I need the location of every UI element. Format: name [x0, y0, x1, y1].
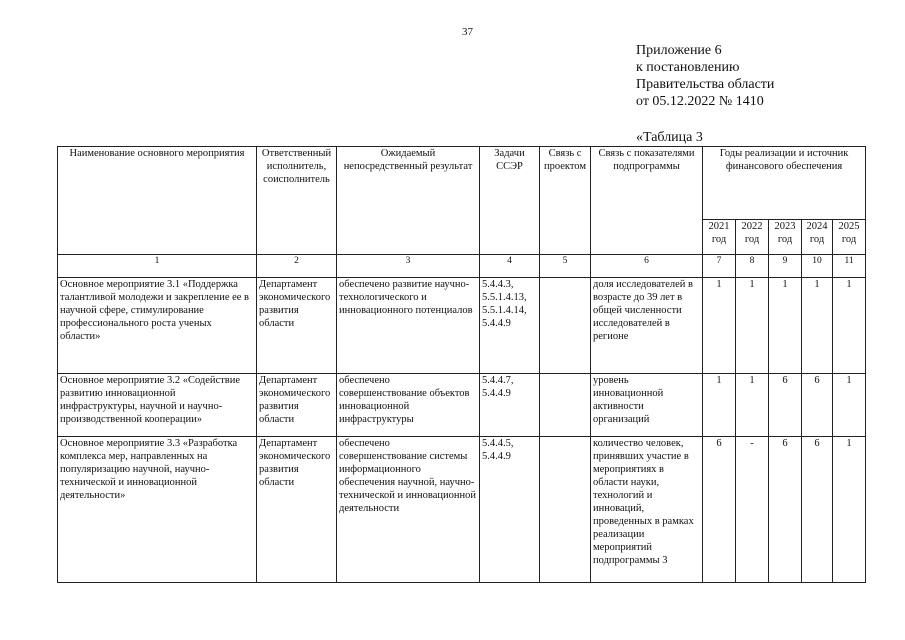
column-number-row: [58, 255, 866, 278]
column-number: 1: [58, 255, 257, 278]
activity-name: Основное мероприятие 3.2 «Содействие развитию инновационной инфраструктуры, научной и научно-производственной кооперации»: [58, 374, 257, 437]
header-expected-result: Ожидаемый непосредственный результат: [337, 147, 480, 255]
header-executor: Ответственный исполнитель, соисполнитель: [257, 147, 337, 255]
column-number: 7: [703, 255, 736, 278]
appendix-block: [636, 42, 774, 110]
year-value: 1: [703, 278, 736, 374]
header-year-2025: 2025 год: [833, 220, 866, 255]
sser-tasks: 5.4.4.3, 5.5.1.4.13, 5.5.1.4.14, 5.4.4.9: [480, 278, 540, 374]
sser-tasks: 5.4.4.7, 5.4.4.9: [480, 374, 540, 437]
year-value: 1: [736, 278, 769, 374]
column-number: 3: [337, 255, 480, 278]
year-value: 1: [833, 437, 866, 583]
activities-table: [57, 146, 866, 583]
header-year-2023: 2023 год: [769, 220, 802, 255]
executor: Департамент экономического развития области: [257, 278, 337, 374]
column-number: 6: [591, 255, 703, 278]
expected-result: обеспечено развитие научно-технологического и инновационного потенциалов: [337, 278, 480, 374]
column-number: 8: [736, 255, 769, 278]
year-value: 6: [802, 437, 833, 583]
column-number: 9: [769, 255, 802, 278]
activity-name: Основное мероприятие 3.3 «Разработка комплекса мер, направленных на популяризацию научной, научно-технической и инновационной деятельности»: [58, 437, 257, 583]
column-number: 4: [480, 255, 540, 278]
appendix-line-1: Приложение 6: [636, 43, 722, 58]
header-indicator-link: Связь с показателями подпрограммы: [591, 147, 703, 255]
project-link: [540, 437, 591, 583]
header-year-2024: 2024 год: [802, 220, 833, 255]
sser-tasks: 5.4.4.5, 5.4.4.9: [480, 437, 540, 583]
table-row: [58, 437, 866, 583]
year-value: 1: [833, 374, 866, 437]
header-years-group: Годы реализации и источник финансового обеспечения: [703, 147, 866, 220]
page-number: 37: [462, 26, 473, 38]
year-value: 6: [802, 374, 833, 437]
table-row: [58, 278, 866, 374]
year-value: 1: [802, 278, 833, 374]
project-link: [540, 278, 591, 374]
executor: Департамент экономического развития области: [257, 374, 337, 437]
table-title: «Таблица 3: [636, 130, 703, 145]
year-value: 1: [736, 374, 769, 437]
table-row: [58, 374, 866, 437]
year-value: 6: [703, 437, 736, 583]
column-number: 10: [802, 255, 833, 278]
year-value: 6: [769, 374, 802, 437]
header-activity-name: Наименование основного мероприятия: [58, 147, 257, 255]
year-value: 1: [769, 278, 802, 374]
header-year-2022: 2022 год: [736, 220, 769, 255]
header-year-2021: 2021 год: [703, 220, 736, 255]
activity-name: Основное мероприятие 3.1 «Поддержка талантливой молодежи и закрепление ее в научной сфере, стимулирование профессионального роста ученых области»: [58, 278, 257, 374]
project-link: [540, 374, 591, 437]
expected-result: обеспечено совершенствование системы информационного обеспечения научной, научно-технической и инновационной деятельности: [337, 437, 480, 583]
year-value: 1: [833, 278, 866, 374]
year-value: 1: [703, 374, 736, 437]
column-number: 2: [257, 255, 337, 278]
column-number: 5: [540, 255, 591, 278]
indicator-link: количество человек, принявших участие в мероприятиях в области науки, технологий и инноваций, проведенных в рамках реализации мероприятий подпрограммы 3: [591, 437, 703, 583]
year-value: -: [736, 437, 769, 583]
executor: Департамент экономического развития области: [257, 437, 337, 583]
header-sser-tasks: Задачи ССЭР: [480, 147, 540, 255]
header-project-link: Связь с проектом: [540, 147, 591, 255]
appendix-line-3: Правительства области: [636, 77, 775, 92]
appendix-line-2: к постановлению: [636, 60, 740, 75]
indicator-link: доля исследователей в возрасте до 39 лет в общей численности исследователей в регионе: [591, 278, 703, 374]
year-value: 6: [769, 437, 802, 583]
indicator-link: уровень инновационной активности организаций: [591, 374, 703, 437]
expected-result: обеспечено совершенствование объектов инновационной инфраструктуры: [337, 374, 480, 437]
column-number: 11: [833, 255, 866, 278]
appendix-line-4: от 05.12.2022 № 1410: [636, 94, 764, 109]
